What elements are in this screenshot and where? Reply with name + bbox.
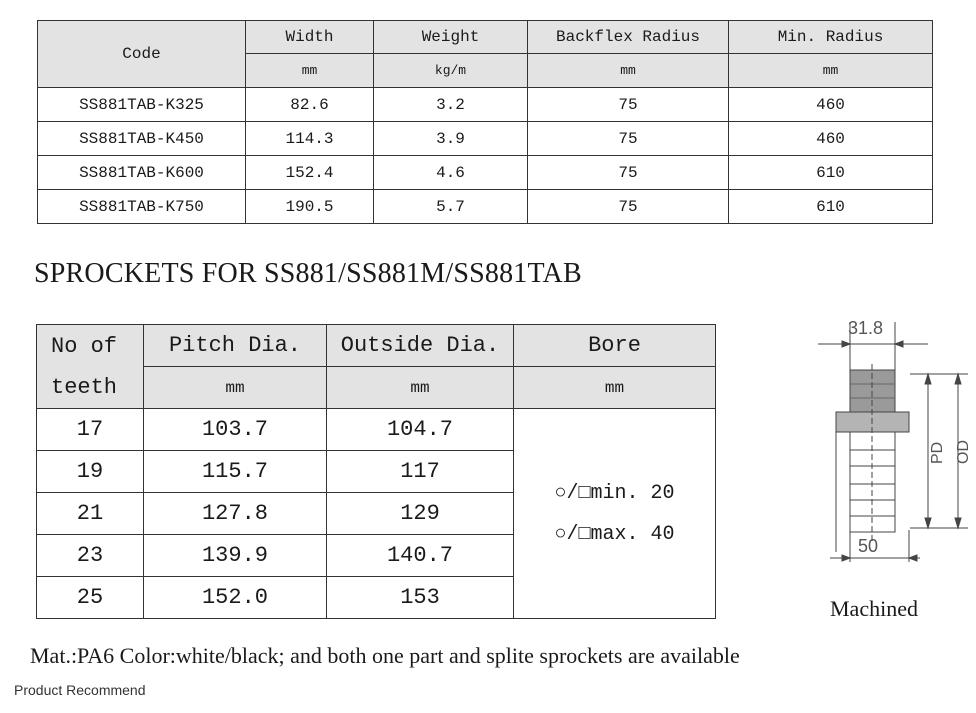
cell-pitch-dia: 115.7 — [144, 451, 327, 493]
header-pitch-dia: Pitch Dia. — [144, 325, 327, 367]
header-min-radius: Min. Radius — [729, 21, 933, 54]
cell-code: SS881TAB-K450 — [38, 122, 246, 156]
unit-outside-dia: mm — [327, 367, 514, 409]
table-row — [38, 122, 933, 156]
header-code: Code — [38, 21, 246, 88]
unit-weight: kg/m — [374, 54, 528, 88]
cell-bore — [514, 409, 716, 619]
cell-outside-dia: 153 — [327, 577, 514, 619]
cell-teeth: 17 — [37, 409, 144, 451]
cell-weight: 5.7 — [374, 190, 528, 224]
belt-spec-table — [37, 20, 933, 224]
dimension-bottom-label: 50 — [858, 536, 879, 556]
cell-weight: 3.9 — [374, 122, 528, 156]
section-title: SPROCKETS FOR SS881/SS881M/SS881TAB — [34, 258, 582, 289]
table-row — [37, 409, 716, 451]
cell-backflex-radius: 75 — [528, 88, 729, 122]
cell-code: SS881TAB-K325 — [38, 88, 246, 122]
cell-code: SS881TAB-K750 — [38, 190, 246, 224]
cell-teeth: 23 — [37, 535, 144, 577]
header-bore: Bore — [514, 325, 716, 367]
cell-weight: 3.2 — [374, 88, 528, 122]
cell-pitch-dia: 152.0 — [144, 577, 327, 619]
pd-label: PD — [929, 441, 946, 464]
unit-pitch-dia: mm — [144, 367, 327, 409]
cell-code: SS881TAB-K600 — [38, 156, 246, 190]
unit-bore: mm — [514, 367, 716, 409]
cell-backflex-radius: 75 — [528, 156, 729, 190]
cell-backflex-radius: 75 — [528, 190, 729, 224]
header-no-of: No of — [51, 333, 118, 359]
table-row — [38, 156, 933, 190]
cell-outside-dia: 104.7 — [327, 409, 514, 451]
cell-width: 82.6 — [246, 88, 374, 122]
cell-min-radius: 460 — [729, 122, 933, 156]
bore-min: ○/□min. 20 — [554, 481, 675, 505]
header-no-of-teeth — [37, 325, 144, 409]
cell-width: 114.3 — [246, 122, 374, 156]
cell-pitch-dia: 139.9 — [144, 535, 327, 577]
cell-min-radius: 460 — [729, 88, 933, 122]
sprocket-cross-section-diagram — [800, 312, 970, 572]
cell-min-radius: 610 — [729, 190, 933, 224]
cell-teeth: 25 — [37, 577, 144, 619]
cell-width: 190.5 — [246, 190, 374, 224]
header-teeth: teeth — [51, 374, 118, 400]
cell-teeth: 21 — [37, 493, 144, 535]
header-weight: Weight — [374, 21, 528, 54]
sprocket-spec-table — [36, 324, 716, 619]
cell-pitch-dia: 103.7 — [144, 409, 327, 451]
dimension-top-label: 31.8 — [848, 318, 884, 338]
cell-outside-dia: 140.7 — [327, 535, 514, 577]
unit-min-radius: mm — [729, 54, 933, 88]
bore-max: ○/□max. 40 — [554, 522, 675, 546]
diagram-caption: Machined — [830, 596, 918, 621]
header-outside-dia: Outside Dia. — [327, 325, 514, 367]
unit-backflex-radius: mm — [528, 54, 729, 88]
unit-width: mm — [246, 54, 374, 88]
table-row — [38, 190, 933, 224]
cell-backflex-radius: 75 — [528, 122, 729, 156]
cell-weight: 4.6 — [374, 156, 528, 190]
material-note: Mat.:PA6 Color:white/black; and both one part and splite sprockets are available — [30, 643, 740, 668]
header-width: Width — [246, 21, 374, 54]
cell-width: 152.4 — [246, 156, 374, 190]
cell-min-radius: 610 — [729, 156, 933, 190]
cell-pitch-dia: 127.8 — [144, 493, 327, 535]
cell-outside-dia: 117 — [327, 451, 514, 493]
cell-outside-dia: 129 — [327, 493, 514, 535]
header-backflex-radius: Backflex Radius — [528, 21, 729, 54]
od-label: OD — [955, 440, 972, 464]
product-recommend-link[interactable]: Product Recommend — [14, 682, 146, 698]
cell-teeth: 19 — [37, 451, 144, 493]
table-row — [38, 88, 933, 122]
